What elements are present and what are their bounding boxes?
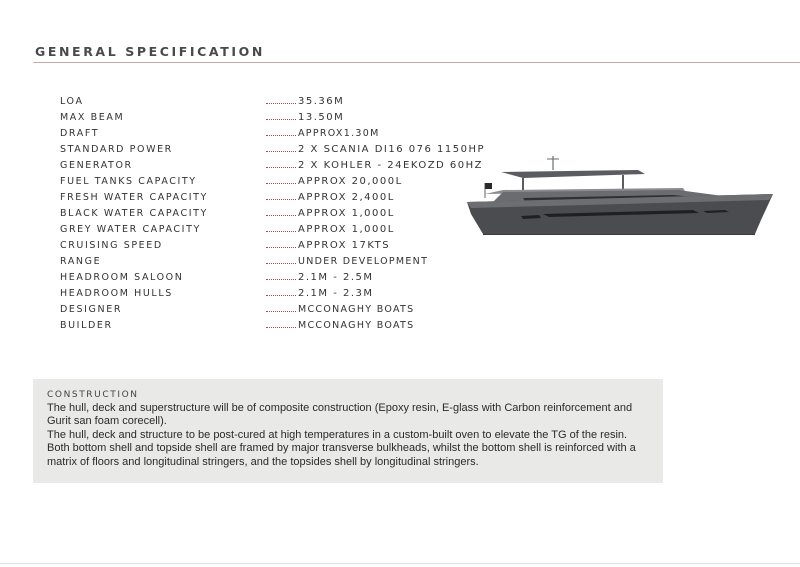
spec-value: APPROX 1,000L xyxy=(298,208,395,219)
spec-label: MAX BEAM xyxy=(60,112,125,123)
spec-label: HEADROOM HULLS xyxy=(60,288,173,299)
spec-label: BLACK WATER CAPACITY xyxy=(60,208,208,219)
spec-value: 2 X KOHLER - 24EKOZD 60HZ xyxy=(298,160,484,171)
spec-value: APPROX 17KTS xyxy=(298,240,391,251)
spec-row-cruising-speed xyxy=(60,238,540,254)
spec-label: RANGE xyxy=(60,256,102,267)
dotted-leader xyxy=(266,263,296,264)
title-divider xyxy=(33,62,800,63)
dotted-leader xyxy=(266,327,296,328)
page-title: GENERAL SPECIFICATION xyxy=(35,44,265,59)
dotted-leader xyxy=(266,295,296,296)
construction-heading: CONSTRUCTION xyxy=(47,390,139,400)
dotted-leader xyxy=(266,247,296,248)
spec-label: LOA xyxy=(60,96,84,107)
spec-value: APPROX 2,400L xyxy=(298,192,395,203)
spec-label: GREY WATER CAPACITY xyxy=(60,224,201,235)
dotted-leader xyxy=(266,183,296,184)
yacht-illustration xyxy=(463,150,780,235)
spec-row-loa xyxy=(60,94,540,110)
construction-panel xyxy=(33,379,663,483)
spec-row-range xyxy=(60,254,540,270)
spec-row-headroom-saloon xyxy=(60,270,540,286)
construction-paragraph-1: The hull, deck and superstructure will be of composite construction (Epoxy resin, E-glass with Carbon reinforcement and Gurit san foam corecell). xyxy=(47,402,633,428)
dotted-leader xyxy=(266,119,296,120)
page-bottom-divider xyxy=(0,563,800,564)
dotted-leader xyxy=(266,151,296,152)
spec-value: APPROX1.30M xyxy=(298,128,380,139)
spec-label: DRAFT xyxy=(60,128,100,139)
spec-label: FRESH WATER CAPACITY xyxy=(60,192,208,203)
dotted-leader xyxy=(266,231,296,232)
spec-row-headroom-hulls xyxy=(60,286,540,302)
dotted-leader xyxy=(266,279,296,280)
spec-label: DESIGNER xyxy=(60,304,123,315)
dotted-leader xyxy=(266,311,296,312)
dotted-leader xyxy=(266,199,296,200)
spec-value: MCCONAGHY BOATS xyxy=(298,304,415,315)
spec-label: BUILDER xyxy=(60,320,113,331)
dotted-leader xyxy=(266,167,296,168)
spec-row-draft xyxy=(60,126,540,142)
spec-row-max-beam xyxy=(60,110,540,126)
spec-value: 2 X SCANIA DI16 076 1150HP xyxy=(298,144,486,155)
spec-label: FUEL TANKS CAPACITY xyxy=(60,176,197,187)
spec-value: 13.50M xyxy=(298,112,345,123)
spec-label: CRUISING SPEED xyxy=(60,240,163,251)
dotted-leader xyxy=(266,103,296,104)
construction-paragraph-2: The hull, deck and structure to be post-cured at high temperatures in a custom-built oven to elevate the TG of the resin. Both bottom shell and topside shell are framed by major transverse bulkheads, whilst the bottom shell is reinforced with a matrix of floors and longitudinal stringers, and the topsides shell by longitudinal stringers. xyxy=(47,428,636,468)
spec-value: 2.1M - 2.5M xyxy=(298,272,374,283)
spec-row-designer xyxy=(60,302,540,318)
spec-value: APPROX 20,000L xyxy=(298,176,403,187)
spec-label: STANDARD POWER xyxy=(60,144,173,155)
dotted-leader xyxy=(266,215,296,216)
spec-value: UNDER DEVELOPMENT xyxy=(298,256,429,267)
spec-value: 35.36M xyxy=(298,96,345,107)
spec-value: 2.1M - 2.3M xyxy=(298,288,374,299)
spec-label: GENERATOR xyxy=(60,160,133,171)
spec-value: MCCONAGHY BOATS xyxy=(298,320,415,331)
spec-row-builder xyxy=(60,318,540,334)
spec-label: HEADROOM SALOON xyxy=(60,272,184,283)
dotted-leader xyxy=(266,135,296,136)
spec-value: APPROX 1,000L xyxy=(298,224,395,235)
